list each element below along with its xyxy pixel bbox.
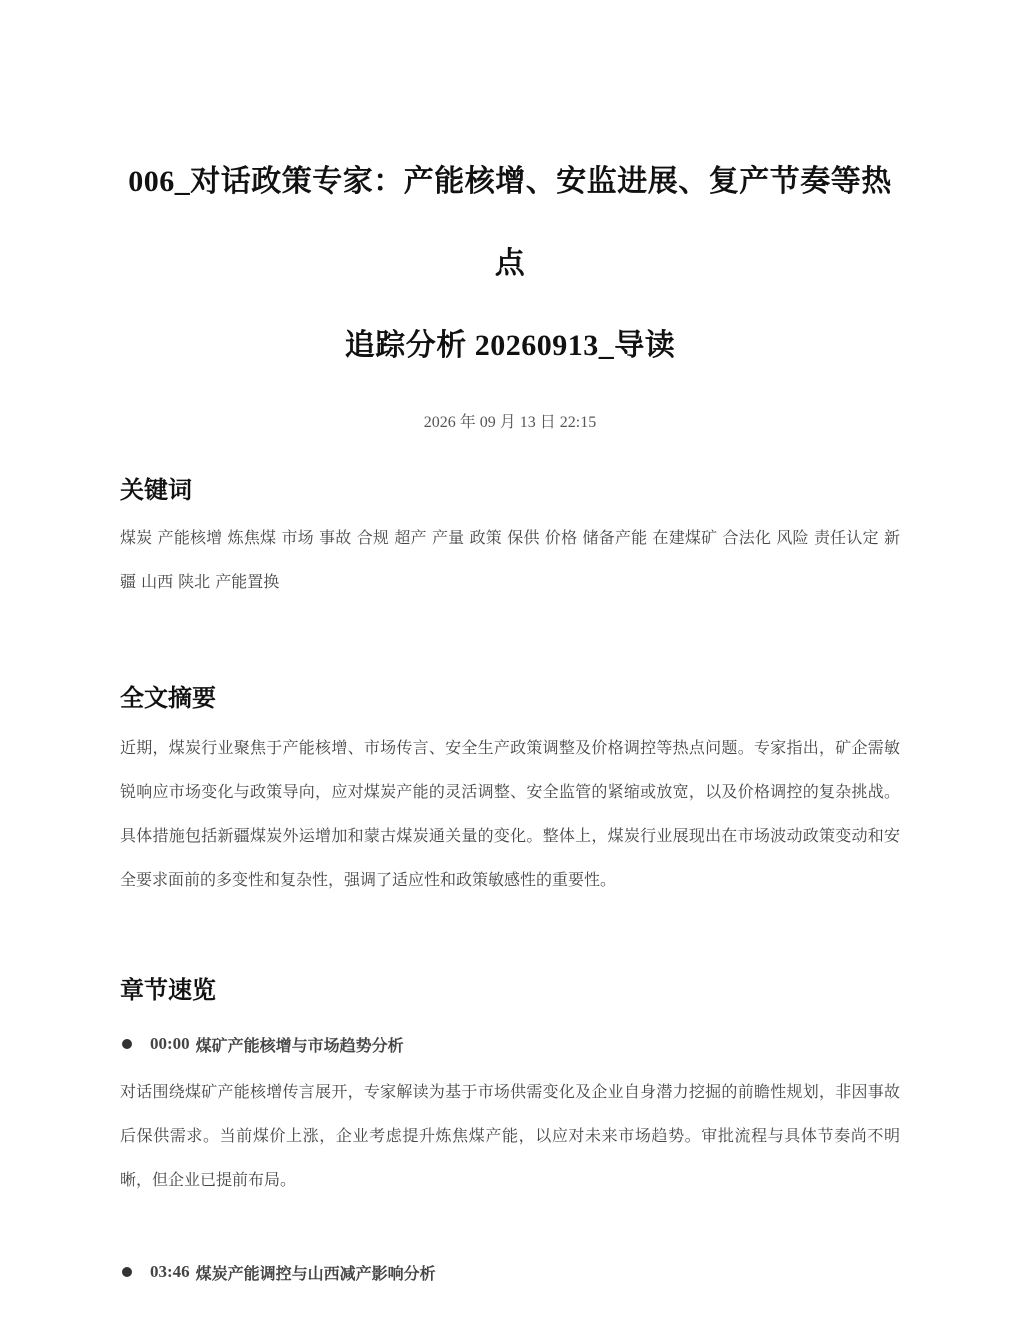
chapters-heading: 章节速览 xyxy=(120,976,216,1004)
chapter-text: 对话围绕煤矿产能核增传言展开，专家解读为基于市场供需变化及企业自身潜力挖掘的前瞻性规划，非因事故后保供需求。当前煤价上涨，企业考虑提升炼焦煤产能，以应对未来市场趋势。审批流程与具体节奏尚不明晰，但企业已提前布局。 xyxy=(120,1082,900,1189)
chapter-timestamp: 00:00 xyxy=(150,1034,190,1053)
document-title-line-2: 追踪分析 20260913_导读 xyxy=(344,329,676,362)
keywords-heading: 关键词 xyxy=(120,476,192,504)
document-title xyxy=(120,0,900,387)
summary-text: 近期，煤炭行业聚焦于产能核增、市场传言、安全生产政策调整及价格调控等热点问题。专家指出，矿企需敏锐响应市场变化与政策导向，应对煤炭产能的灵活调整、安全监管的紧缩或放宽，以及价格调控的复杂挑战。具体措施包括新疆煤炭外运增加和蒙古煤炭通关量的变化。整体上，煤炭行业展现出在市场波动政策变动和安全要求面前的多变性和复杂性，强调了适应性和政策敏感性的重要性。 xyxy=(120,738,900,889)
document-page xyxy=(120,0,900,1292)
summary-heading: 全文摘要 xyxy=(120,684,216,712)
chapter-header xyxy=(120,1252,900,1292)
chapter-item xyxy=(120,1252,900,1292)
chapter-item xyxy=(120,1024,900,1202)
bullet-icon xyxy=(122,1039,132,1049)
keywords-text: 煤炭 产能核增 炼焦煤 市场 事故 合规 超产 产量 政策 保供 价格 储备产能 在建煤矿 合法化 风险 责任认定 新疆 山西 陕北 产能置换 xyxy=(120,528,900,591)
document-date: 2026 年 09 月 13 日 22:15 xyxy=(423,414,597,431)
chapter-timestamp: 03:46 xyxy=(150,1262,190,1281)
chapter-header xyxy=(120,1024,900,1064)
chapter-title: 煤炭产能调控与山西减产影响分析 xyxy=(195,1263,436,1283)
document-title-line-1: 006_对话政策专家：产能核增、安监进展、复产节奏等热点 xyxy=(128,165,892,280)
chapter-title: 煤矿产能核增与市场趋势分析 xyxy=(195,1035,404,1055)
bullet-icon xyxy=(122,1267,132,1277)
